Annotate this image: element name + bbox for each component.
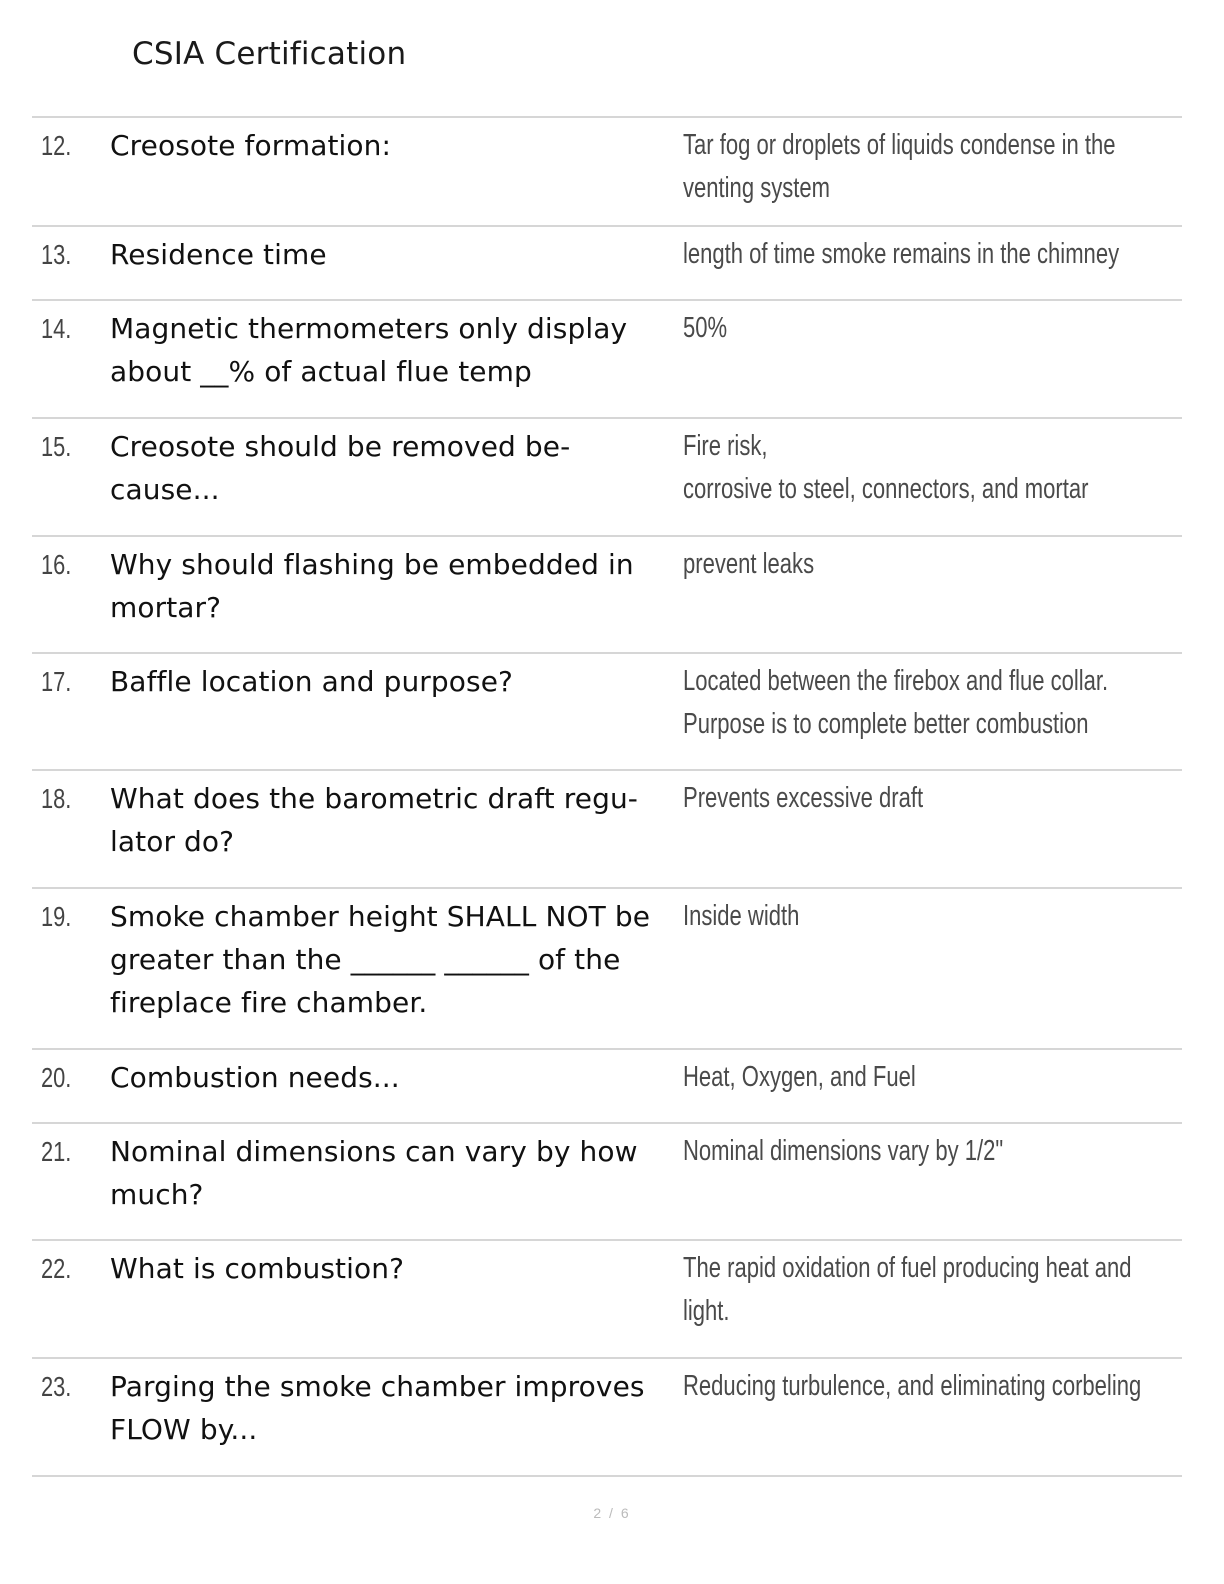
card-number: 21. xyxy=(41,1136,72,1167)
card-term: Creosote formation: xyxy=(110,129,392,162)
card-definition-line: Located between the firebox and flue collar. xyxy=(683,665,1109,697)
card-term: Residence time xyxy=(110,238,327,271)
card-number: 15. xyxy=(41,431,72,462)
card-definition xyxy=(683,777,923,820)
flashcard-row xyxy=(32,537,1182,654)
card-term: Why should flashing be embedded in mortar? xyxy=(110,548,634,624)
flashcard-list xyxy=(32,116,1182,1477)
flashcard-row xyxy=(32,419,1182,537)
card-definition-line: Heat, Oxygen, and Fuel xyxy=(683,1061,916,1093)
card-definition-line: light. xyxy=(683,1295,730,1327)
card-definition xyxy=(683,1056,916,1099)
card-number: 16. xyxy=(41,549,72,580)
flashcard-row xyxy=(32,1124,1182,1241)
card-number: 14. xyxy=(41,313,72,344)
card-term: Nominal dimensions can vary by how much? xyxy=(110,1135,638,1211)
card-term: What does the barometric draft regu-lator do? xyxy=(110,782,638,858)
card-definition-line: length of time smoke remains in the chimney xyxy=(683,238,1120,270)
card-term: Smoke chamber height SHALL NOT be greater than the ______ ______ of the fireplace fire chamber. xyxy=(110,900,651,1019)
card-definition xyxy=(683,233,1119,276)
card-definition-line: Prevents excessive draft xyxy=(683,782,924,814)
card-number: 12. xyxy=(41,130,72,161)
card-definition-line: Purpose is to complete better combustion xyxy=(683,708,1089,740)
flashcard-row xyxy=(32,1359,1182,1477)
card-term: Magnetic thermometers only display about __% of actual flue temp xyxy=(110,312,628,388)
flashcard-row xyxy=(32,227,1182,301)
card-term: Creosote should be removed be-cause... xyxy=(110,430,571,506)
card-number: 13. xyxy=(41,239,72,270)
card-number: 19. xyxy=(41,901,72,932)
card-number: 22. xyxy=(41,1253,72,1284)
card-definition xyxy=(683,307,727,350)
card-number: 20. xyxy=(41,1062,72,1093)
card-definition-line: Inside width xyxy=(683,900,800,932)
card-definition xyxy=(683,1365,1141,1408)
card-definition xyxy=(683,1247,1131,1333)
card-definition xyxy=(683,895,799,938)
card-number: 18. xyxy=(41,783,72,814)
flashcard-row xyxy=(32,1241,1182,1359)
flashcard-row xyxy=(32,771,1182,889)
card-term: Parging the smoke chamber improves FLOW by... xyxy=(110,1370,645,1446)
card-definition-line: Fire risk, xyxy=(683,430,768,462)
card-definition-line: 50% xyxy=(683,312,728,344)
card-term: Baffle location and purpose? xyxy=(110,665,513,698)
card-term: Combustion needs... xyxy=(110,1061,400,1094)
card-definition xyxy=(683,124,1115,210)
card-term: What is combustion? xyxy=(110,1252,405,1285)
flashcard-row xyxy=(32,1050,1182,1124)
flashcard-row xyxy=(32,301,1182,419)
card-definition-line: Nominal dimensions vary by 1/2" xyxy=(683,1135,1004,1167)
card-definition-line: venting system xyxy=(683,172,831,204)
card-definition xyxy=(683,660,1108,746)
card-definition-line: corrosive to steel, connectors, and mortar xyxy=(683,473,1089,505)
card-definition-line: prevent leaks xyxy=(683,548,815,580)
page-number: 2 / 6 xyxy=(593,1505,631,1521)
card-number: 23. xyxy=(41,1371,72,1402)
card-number: 17. xyxy=(41,666,72,697)
document-title: CSIA Certification xyxy=(132,36,407,72)
card-definition-line: Reducing turbulence, and eliminating corbeling xyxy=(683,1370,1142,1402)
card-definition xyxy=(683,425,1088,511)
flashcard-row xyxy=(32,118,1182,227)
card-definition xyxy=(683,1130,1003,1173)
card-definition-line: Tar fog or droplets of liquids condense in the xyxy=(683,129,1116,161)
card-definition xyxy=(683,543,814,586)
card-definition-line: The rapid oxidation of fuel producing heat and xyxy=(683,1252,1132,1284)
flashcard-row xyxy=(32,654,1182,771)
flashcard-row xyxy=(32,889,1182,1050)
